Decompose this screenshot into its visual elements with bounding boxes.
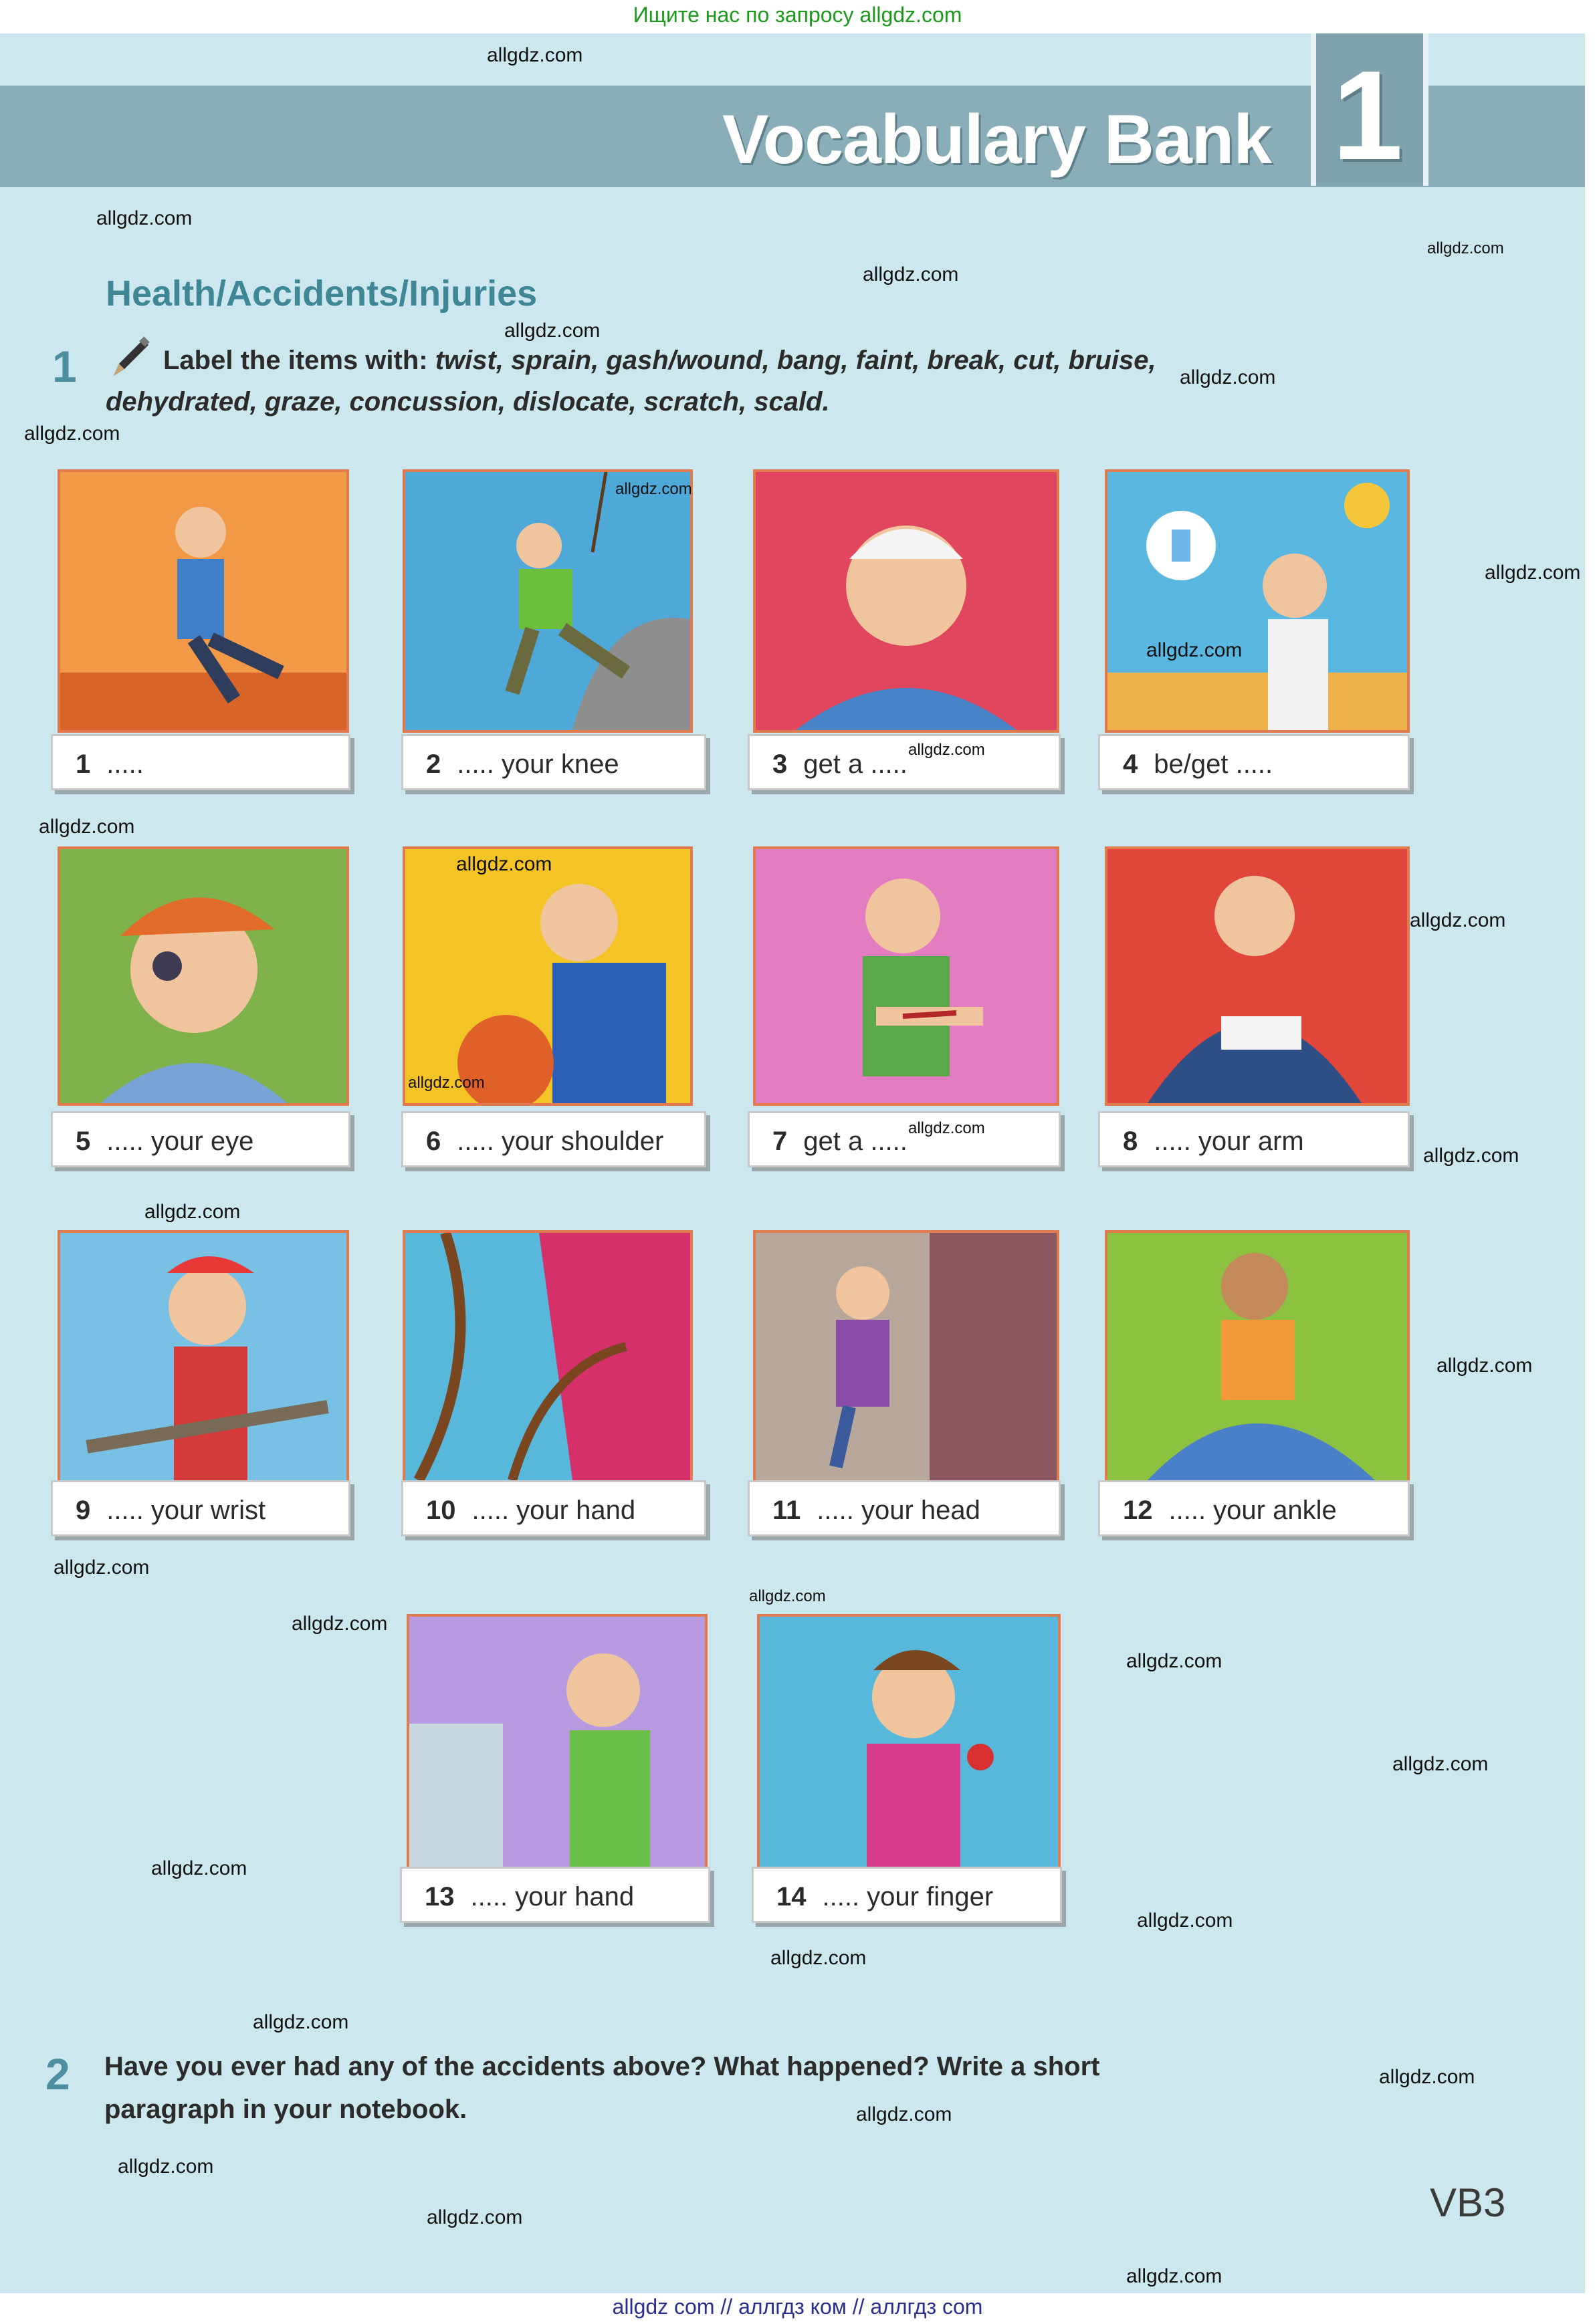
- exercise-2-line-2: paragraph in your notebook.: [104, 2095, 467, 2124]
- label-item-8: [1098, 1111, 1410, 1167]
- watermark: allgdz.com: [856, 2103, 952, 2125]
- header-title: Vocabulary Bank: [722, 101, 1272, 179]
- exercise-2-line-1: Have you ever had any of the accidents above? What happened? Write a short: [104, 2052, 1100, 2081]
- item-text: ..... your ankle: [1168, 1496, 1337, 1525]
- unit-number: 1: [1332, 45, 1403, 187]
- watermark: allgdz.com: [408, 1074, 485, 1092]
- item-number: 3: [772, 749, 788, 779]
- watermark: allgdz.com: [615, 480, 692, 498]
- watermark: allgdz.com: [1423, 1145, 1519, 1167]
- watermark: allgdz.com: [863, 263, 959, 285]
- item-number: 8: [1123, 1127, 1138, 1156]
- item-text: ..... your hand: [471, 1496, 636, 1525]
- watermark: allgdz.com: [1485, 562, 1581, 584]
- picture-14-finger: [757, 1614, 1061, 1875]
- item-number: 12: [1123, 1496, 1153, 1525]
- top-note: Ищите нас по запросу allgdz.com: [633, 3, 962, 27]
- picture-1-faint: [58, 469, 349, 733]
- watermark: allgdz.com: [1146, 639, 1243, 661]
- picture-5-eye: [58, 846, 349, 1106]
- item-number: 10: [426, 1496, 456, 1525]
- watermark: allgdz.com: [1137, 1909, 1233, 1932]
- item-text: .....: [106, 749, 144, 779]
- watermark: allgdz.com: [118, 2156, 214, 2178]
- watermark: allgdz.com: [749, 1587, 826, 1605]
- label-item-4: [1098, 734, 1410, 790]
- watermark: allgdz.com: [456, 853, 552, 875]
- item-text: ..... your wrist: [106, 1496, 266, 1525]
- item-text: get a .....: [803, 749, 908, 779]
- watermark: allgdz.com: [144, 1201, 241, 1223]
- item-text: ..... your finger: [822, 1882, 994, 1911]
- label-item-14: [752, 1867, 1062, 1923]
- picture-13-scald: [407, 1614, 708, 1875]
- label-item-5: [51, 1111, 350, 1167]
- bottom-note: allgdz com // аллгдз ком // аллгдз com: [612, 2295, 983, 2319]
- item-number: 4: [1123, 749, 1138, 779]
- item-number: 14: [776, 1882, 807, 1911]
- picture-9-wrist: [58, 1230, 349, 1483]
- item-number: 1: [76, 749, 91, 779]
- picture-8-arm: [1105, 846, 1410, 1106]
- picture-2-knee: [403, 469, 693, 733]
- watermark: allgdz.com: [1392, 1753, 1489, 1775]
- item-number: 13: [425, 1882, 455, 1911]
- label-item-13: [400, 1867, 710, 1923]
- item-number: 11: [772, 1496, 801, 1525]
- label-item-6: [401, 1111, 706, 1167]
- item-number: 6: [426, 1127, 441, 1156]
- exercise-1-line-1: [163, 340, 1156, 381]
- watermark: allgdz.com: [253, 2011, 349, 2033]
- label-item-9: [51, 1480, 350, 1536]
- picture-7-cut: [753, 846, 1059, 1106]
- section-title: Health/Accidents/Injuries: [106, 273, 538, 314]
- item-text: ..... your shoulder: [457, 1127, 664, 1156]
- picture-11-head: [753, 1230, 1059, 1483]
- watermark: allgdz.com: [151, 1857, 247, 1879]
- label-item-1: [51, 734, 350, 790]
- picture-3-concussion: [753, 469, 1059, 733]
- exercise-1-intro: Label the items with:: [163, 346, 428, 375]
- exercise-1-line-2: [106, 381, 830, 423]
- watermark: allgdz.com: [1126, 2265, 1222, 2287]
- watermark: allgdz.com: [770, 1947, 867, 1969]
- watermark: allgdz.com: [292, 1613, 388, 1635]
- label-item-2: [401, 734, 706, 790]
- exercise-number: 1: [52, 342, 77, 391]
- item-text: ..... your arm: [1154, 1127, 1304, 1156]
- watermark: allgdz.com: [504, 320, 601, 342]
- label-item-12: [1098, 1480, 1410, 1536]
- exercise-2-number: 2: [45, 2049, 70, 2099]
- item-text: be/get .....: [1154, 749, 1273, 779]
- item-number: 7: [772, 1127, 788, 1156]
- watermark: allgdz.com: [1126, 1650, 1222, 1672]
- picture-12-ankle: [1105, 1230, 1410, 1483]
- item-text: ..... your knee: [457, 749, 619, 779]
- item-number: 5: [76, 1127, 91, 1156]
- item-text: ..... your eye: [106, 1127, 254, 1156]
- watermark: allgdz.com: [427, 2206, 523, 2228]
- label-item-3: [748, 734, 1061, 790]
- watermark: allgdz.com: [54, 1556, 150, 1579]
- watermark: allgdz.com: [908, 741, 985, 759]
- watermark: allgdz.com: [24, 423, 120, 445]
- picture-6-shoulder: [403, 846, 693, 1106]
- label-item-7: [748, 1111, 1061, 1167]
- watermark: allgdz.com: [1379, 2066, 1475, 2088]
- watermark: allgdz.com: [96, 207, 193, 229]
- item-text: get a .....: [803, 1127, 908, 1156]
- picture-4-dehydrated: [1105, 469, 1410, 733]
- watermark: allgdz.com: [1410, 909, 1506, 931]
- picture-10-scratch: [403, 1230, 693, 1483]
- watermark: allgdz.com: [908, 1119, 985, 1137]
- item-number: 9: [76, 1496, 91, 1525]
- watermark: allgdz.com: [1437, 1355, 1533, 1377]
- watermark: allgdz.com: [1180, 366, 1276, 388]
- item-text: ..... your hand: [470, 1882, 635, 1911]
- watermark: allgdz.com: [39, 816, 135, 838]
- item-number: 2: [426, 749, 441, 779]
- watermark: allgdz.com: [1427, 239, 1504, 257]
- item-text: ..... your head: [817, 1496, 980, 1525]
- exercise-1-words-1: twist, sprain, gash/wound, bang, faint, break, cut, bruise,: [435, 346, 1156, 375]
- watermark: allgdz.com: [487, 44, 583, 66]
- label-item-11: [748, 1480, 1061, 1536]
- page-number: VB3: [1430, 2180, 1506, 2225]
- exercise-1-words-2: dehydrated, graze, concussion, dislocate, scratch, scald.: [106, 387, 830, 417]
- pencil-icon: [107, 334, 154, 381]
- label-item-10: [401, 1480, 706, 1536]
